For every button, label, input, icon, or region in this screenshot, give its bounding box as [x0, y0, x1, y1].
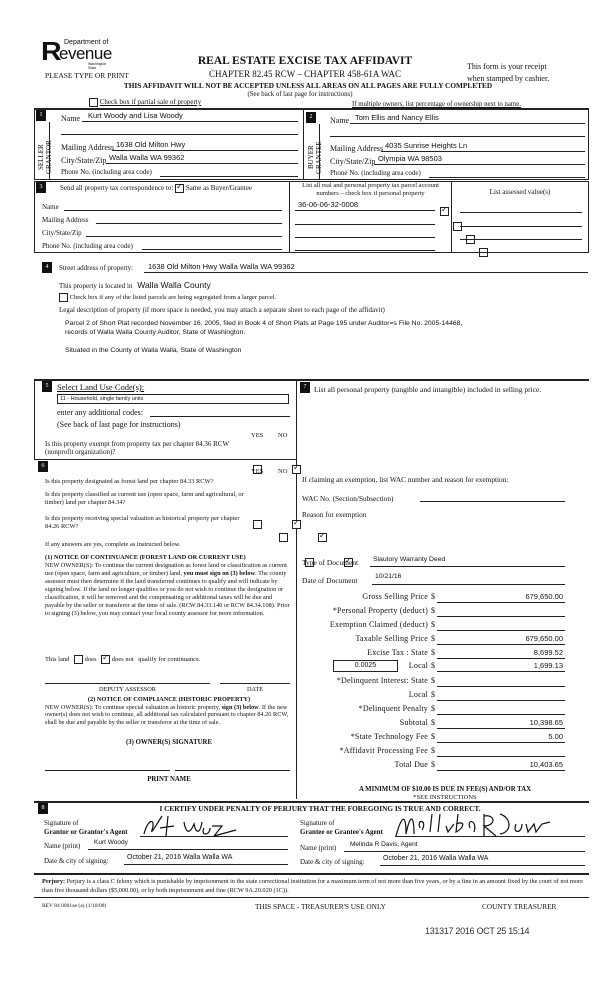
assessed-value-1[interactable]: [460, 212, 582, 213]
seller-name-label: Name: [61, 114, 81, 123]
see-back-note: (See back of last page for instructions): [247, 91, 353, 98]
corr-name-field[interactable]: [64, 210, 282, 211]
buyer-phone-label: Phone No. (including area code): [330, 169, 421, 177]
deputy-assessor-sig-line[interactable]: [45, 683, 210, 684]
grantee-name-label: Name (print): [300, 844, 337, 852]
buyer-phone-field[interactable]: [429, 177, 585, 178]
completion-warning: THIS AFFIDAVIT WILL NOT BE ACCEPTED UNLESS ALL AREAS ON ALL PAGES ARE FULLY COMPLETED: [123, 81, 493, 90]
grantor-sig-label: Signature of Grantor or Grantor's Agent: [44, 819, 128, 836]
certify-statement: I CERTIFY UNDER PENALTY OF PERJURY THAT THE FOREGOING IS TRUE AND CORRECT.: [159, 804, 481, 813]
fee-row-gross: Gross Selling Price $ 679,650.00: [362, 592, 563, 601]
grantor-date-field[interactable]: October 21, 2016 Walla Walla WA: [127, 854, 233, 861]
section-5-badge: 5: [42, 381, 52, 392]
parcel-number-4[interactable]: [295, 250, 435, 251]
fee-row-personal: *Personal Property (deduct) $: [300, 606, 590, 617]
forest-land-question: Is this property designated as forest land per chapter 84.33 RCW?: [45, 478, 214, 485]
personal-property-label: List all personal property (tangible and intangible) included in selling price.: [314, 385, 542, 394]
seller-phone-field[interactable]: [160, 176, 298, 177]
seller-name-field[interactable]: Kurt Woody and Lisa Woody: [88, 111, 183, 120]
no-header-5: NO: [278, 432, 288, 439]
print-name-label: PRINT NAME: [147, 776, 191, 783]
corr-city-field[interactable]: [86, 236, 282, 237]
reason-label: Reason for exemption: [302, 510, 367, 519]
form-title: REAL ESTATE EXCISE TAX AFFIDAVIT: [197, 55, 413, 67]
corr-phone-field[interactable]: [142, 249, 282, 250]
logo-dept: Department of: [64, 39, 109, 46]
send-correspondence-row: Send all property tax correspondence to: ✓ Same as Buyer/Grantee: [60, 184, 252, 193]
recording-stamp: 131317 2016 OCT 25 15:14: [425, 926, 530, 936]
grantee-date-label: Date & city of signing:: [300, 858, 365, 866]
current-use-question: Is this property classified as current use (open space, farm and agricultural, or timber) land per chapter 84.34?: [45, 491, 244, 506]
please-type: PLEASE TYPE OR PRINT: [45, 71, 129, 80]
assessor-date-label: DATE: [246, 686, 264, 693]
assessor-date-line[interactable]: [220, 683, 290, 684]
seller-city-label: City/State/Zip: [61, 156, 107, 165]
grantor-name-field[interactable]: Kurt Woody: [94, 839, 128, 846]
notice-continuance-title: (1) NOTICE OF CONTINUANCE (FOREST LAND OR CURRENT USE): [45, 554, 246, 561]
fee-row-excise-state: Excise Tax : State $ 8,699.52: [367, 648, 563, 657]
grantee-name-field[interactable]: Melinda R Davis, Agent: [350, 841, 418, 848]
corr-city-label: City/State/Zip: [42, 229, 82, 237]
continuance-row: This land does ✓ does not qualify for continuance.: [45, 655, 201, 664]
buyer-side-label: BUYER GRANTEE: [307, 141, 323, 174]
seller-city-field[interactable]: Walla Walla WA 99362: [109, 153, 185, 162]
partial-sale-label: Check box if partial sale of property: [99, 98, 202, 107]
does-not-qualify-checkbox[interactable]: [101, 655, 110, 664]
excise-tax-local[interactable]: 1,699.13: [533, 661, 563, 670]
fee-row-processing-fee: *Affidavit Processing Fee $: [300, 746, 590, 757]
grantor-date-label: Date & city of signing:: [44, 857, 109, 865]
assessed-value-3[interactable]: [460, 239, 582, 240]
fee-row-taxable: Taxable Selling Price $ 679,650.00: [355, 634, 563, 643]
buyer-city-field[interactable]: Olympia WA 98503: [378, 154, 442, 163]
legal-description-label: Legal description of property (if more space is needed, you may attach a separate sheet to each page of the affidavit): [59, 306, 385, 314]
legal-description-1[interactable]: Parcel 2 of Short Plat recorded November 16, 2005, filed in Book 4 of Short Plats at Page 195 under Auditor=s File No. 2005-14468,: [65, 320, 463, 327]
county-field[interactable]: Walla Walla County: [137, 280, 211, 290]
section-8-badge: 8: [38, 803, 48, 814]
forest-no-checkbox[interactable]: [292, 520, 301, 529]
grantee-date-field[interactable]: October 21, 2016 Walla Walla WA: [383, 855, 489, 862]
doc-date-field[interactable]: 10/21/16: [375, 573, 402, 580]
taxable-selling-price[interactable]: 679,650.00: [525, 634, 563, 643]
segregated-checkbox[interactable]: [59, 293, 68, 302]
grantor-name-label: Name (print): [44, 842, 81, 850]
doc-date-label: Date of Document: [302, 576, 358, 585]
exempt-question: Is this property exempt from property tax per chapter 84.36 RCW (nonprofit organization)?: [45, 440, 229, 456]
assessed-header: List assessed value(s): [489, 188, 551, 196]
legal-description-3[interactable]: Situated in the County of Walla Walla, State of Washington: [65, 347, 242, 354]
county-treasurer-label: COUNTY TREASURER: [482, 902, 557, 911]
doc-type-field[interactable]: Slautory Warranty Deed: [373, 556, 446, 563]
assessed-value-4[interactable]: [460, 252, 582, 253]
deputy-assessor-label: DEPUTY ASSESSOR: [99, 686, 156, 693]
parcel-number-2[interactable]: [295, 224, 435, 225]
minimum-due-note: A MINIMUM OF $10.00 IS DUE IN FEE(S) AND/OR TAX: [358, 786, 532, 793]
additional-codes-label: enter any additional codes:: [57, 408, 143, 417]
section-2-badge: 2: [306, 112, 316, 123]
same-as-buyer-checkbox[interactable]: [175, 184, 184, 193]
fee-row-exemption: Exemption Claimed (deduct) $: [300, 620, 590, 631]
fee-row-total: Total Due $ 10,403.65: [394, 760, 563, 769]
parcel-header: List all real and personal property tax parcel account numbers – check box if personal property: [302, 182, 439, 197]
parcel-number-3[interactable]: [295, 237, 435, 238]
gross-selling-price[interactable]: 679,650.00: [525, 592, 563, 601]
section-4-badge: 4: [42, 262, 52, 273]
owner-signature-label: (3) OWNER(S) SIGNATURE: [126, 739, 212, 746]
yes-header-6: YES: [251, 468, 264, 475]
section-3-badge: 3: [36, 182, 46, 193]
located-row: This property is located in Walla Walla County: [59, 280, 211, 290]
street-address-field[interactable]: 1638 Old Milton Hwy Walla Walla WA 99362: [148, 262, 295, 271]
buyer-city-label: City/State/Zip: [330, 157, 376, 166]
land-use-see-back: (See back of last page for instructions): [57, 420, 181, 429]
section-1-badge: 1: [36, 110, 46, 121]
notice-continuance: (1) NOTICE OF CONTINUANCE (FOREST LAND OR CURRENT USE) NEW OWNER(S): To continue the current designation as forest land or classification as current use (open space, farm and agriculture, or timber) land, you must sign on (3) below. The county assessor must then determine if the land transferred continues to qualify and will indicate by signing below. If the land no longer qualifies or you do not wish to continue the designation or classification, it will be removed and the compensating or additional taxes will be due and payable by the seller or transferor at the time of sale. (RCW 84.33.140 or RCW 84.34.108). Prior to signing (3) below, you may contact your local county assessor for more information.: [45, 554, 293, 618]
grantor-signature-icon: [140, 812, 240, 840]
excise-tax-state[interactable]: 8,699.52: [533, 648, 563, 657]
notice-compliance: (2) NOTICE OF COMPLIANCE (HISTORIC PROPERTY) NEW OWNER(S): To continue special valuation as historic property, sign (3) below. If the new owner(s) does not wish to continue, all additional tax calculated pursuant to chapter 84.26 RCW, shall be due and payable by the seller or transferor at the time of sale.: [45, 696, 293, 726]
section-7-badge: 7: [300, 382, 310, 393]
corr-mailing-field[interactable]: [96, 223, 282, 224]
parcel-number-1[interactable]: 36-06-06-32-0008: [298, 200, 359, 209]
wac-label: WAC No. (Section/Subsection): [302, 494, 394, 503]
corr-name-label: Name: [42, 203, 59, 211]
exemption-label: If claiming an exemption, list WAC number and reason for exemption:: [302, 475, 509, 484]
fee-row-excise-local: Local $ 1,699.13: [408, 661, 563, 670]
seller-phone-label: Phone No. (including area code): [61, 168, 152, 176]
fee-row-tech-fee: *State Technology Fee $ 5.00: [350, 732, 563, 741]
seller-mailing-field[interactable]: 1638 Old Milton Hwy: [116, 140, 186, 149]
notice-compliance-title: (2) NOTICE OF COMPLIANCE (HISTORIC PROPERTY): [87, 696, 251, 703]
partial-sale-checkbox[interactable]: [89, 98, 98, 107]
fee-row-delinquent-state: *Delinquent Interest: State $: [300, 676, 590, 687]
does-qualify-checkbox[interactable]: [74, 655, 83, 664]
yes-header-5: YES: [251, 432, 264, 439]
owner-print-name-line[interactable]: [175, 770, 290, 771]
land-use-select[interactable]: 11 - Household, single family units: [57, 394, 289, 404]
seller-side-label: SELLER GRANTOR: [37, 140, 53, 175]
land-use-label: Select Land Use Code(s):: [57, 382, 145, 392]
subtotal[interactable]: 10,398.65: [529, 718, 563, 727]
multiple-owners-note: If multiple owners, list percentage of ownership next to name.: [352, 101, 521, 108]
fee-row-delinquent-local: Local $: [300, 690, 590, 701]
form-code: REV 84 0001ae (a) (1/10/08): [42, 903, 107, 909]
receipt-note-1: This form is your receipt: [467, 62, 547, 71]
no-header-6: NO: [278, 468, 288, 475]
segregated-row: Check box if any of the listed parcels are being segregated from a larger parcel.: [59, 293, 276, 302]
logo-state: Washington State: [88, 62, 107, 70]
dor-logo: [42, 36, 112, 68]
state-technology-fee[interactable]: 5.00: [548, 732, 563, 741]
buyer-name-label: Name: [330, 116, 350, 125]
street-label: Street address of property:: [59, 264, 134, 272]
buyer-name-field[interactable]: Tom Ellis and Nancy Ellis: [355, 113, 439, 122]
corr-phone-label: Phone No. (including area code): [42, 242, 133, 250]
exempt-no-checkbox[interactable]: [292, 465, 301, 474]
partial-sale-row: [89, 98, 201, 107]
logo-revenue: evenue: [59, 44, 112, 63]
historical-question: Is this property receiving special valuation as historical property per chapter 84.26 RCW?: [45, 515, 240, 530]
grantee-sig-label: Signature of Grantee or Grantee's Agent: [300, 819, 383, 836]
receipt-note-2: when stamped by cashier.: [467, 74, 550, 83]
grantee-signature-icon: [392, 810, 552, 840]
local-rate-field[interactable]: 0.0025: [333, 660, 398, 672]
doc-type-label: Type of Document: [302, 558, 359, 567]
treasurer-space-label: THIS SPACE - TREASURER'S USE ONLY: [255, 902, 386, 911]
fee-row-penalty: *Delinquent Penalty $: [300, 704, 590, 715]
corr-mailing-label: Mailing Address: [42, 216, 89, 224]
buyer-mailing-label: Mailing Address: [330, 144, 384, 153]
section-6-badge: 6: [38, 461, 48, 472]
additional-codes-field[interactable]: [150, 416, 290, 417]
forest-yes-checkbox[interactable]: [253, 520, 262, 529]
see-instructions-note: *SEE INSTRUCTIONS: [413, 794, 477, 801]
perjury-notice: Perjury: Perjury is a class C felony which is punishable by imprisonment in the state correctional institution for a maximum term of not more than five years, or by a fine in an amount fixed by the court of not more than five thousand dollars ($5,000.00), or by both imprisonment and fine (RCW 9A.20.020 (1C)).: [42, 878, 583, 894]
current-use-no-checkbox[interactable]: [318, 533, 327, 542]
form-subtitle: CHAPTER 82.45 RCW – CHAPTER 458-61A WAC: [209, 69, 401, 79]
logo-initial: R: [41, 36, 62, 66]
owner-signature-line[interactable]: [45, 770, 170, 771]
if-yes-note: If any answers are yes, complete as instructed below.: [45, 541, 181, 548]
parcel-1-personal-checkbox[interactable]: [440, 207, 449, 216]
total-due[interactable]: 10,403.65: [529, 760, 563, 769]
buyer-mailing-field[interactable]: 4035 Sunrise Heights Ln: [385, 141, 468, 150]
seller-mailing-label: Mailing Address: [61, 143, 115, 152]
legal-description-2[interactable]: records of Walla Walla County Auditor, State of Washington.: [65, 329, 246, 336]
current-use-yes-checkbox[interactable]: [279, 533, 288, 542]
fee-row-subtotal: Subtotal $ 10,398.65: [399, 718, 563, 727]
assessed-value-2[interactable]: [460, 226, 582, 227]
wac-field[interactable]: [420, 501, 565, 502]
